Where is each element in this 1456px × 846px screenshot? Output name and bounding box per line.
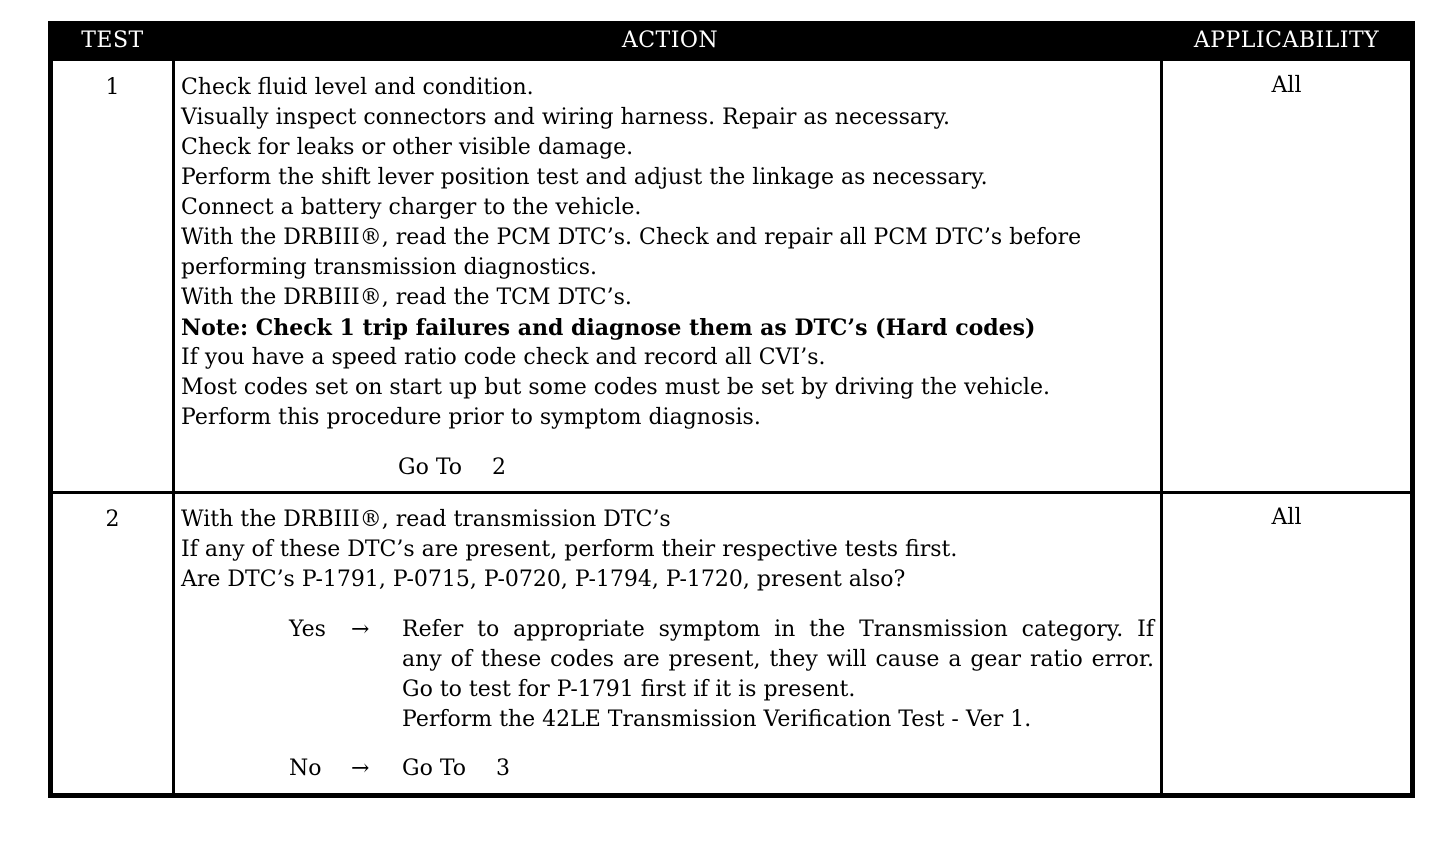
yes-label: Yes xyxy=(289,617,326,642)
test-number: 1 xyxy=(105,75,120,100)
note-line: Note: Check 1 trip failures and diagnose them as DTC’s (Hard codes) xyxy=(181,315,1036,341)
action-line: If you have a speed ratio code check and record all CVI’s. xyxy=(181,345,826,370)
test-number: 2 xyxy=(105,507,120,532)
yes-text xyxy=(402,615,1154,735)
diagnostic-table xyxy=(48,21,1415,798)
action-line: Perform the shift lever position test and adjust the linkage as necessary. xyxy=(181,165,988,190)
goto-link[interactable] xyxy=(402,754,510,784)
action-cell xyxy=(181,73,1161,433)
action-line: Check fluid level and condition. xyxy=(181,75,534,100)
goto-target: 2 xyxy=(492,455,507,480)
action-line: With the DRBIII®, read the TCM DTC’s. xyxy=(181,285,632,310)
goto-target: 3 xyxy=(496,756,511,781)
yes-line: any of these codes are present, they will cause a gear ratio error. xyxy=(402,647,1154,672)
no-label: No xyxy=(289,756,322,781)
action-line: Visually inspect connectors and wiring harness. Repair as necessary. xyxy=(181,105,951,130)
action-line: Check for leaks or other visible damage. xyxy=(181,135,634,160)
goto-label: Go To xyxy=(398,455,463,480)
applicability-value: All xyxy=(1271,73,1302,98)
action-line: With the DRBIII®, read transmission DTC’s xyxy=(181,507,671,532)
header-action: ACTION xyxy=(621,28,719,53)
header-applicability: APPLICABILITY xyxy=(1193,28,1380,53)
action-line: Are DTC’s P-1791, P-0715, P-0720, P-1794, P-1720, present also? xyxy=(181,567,906,592)
yes-line: Perform the 42LE Transmission Verification Test - Ver 1. xyxy=(402,707,1032,732)
action-line: If any of these DTC’s are present, perform their respective tests first. xyxy=(181,537,958,562)
goto-label: Go To xyxy=(402,756,467,781)
column-divider xyxy=(172,61,175,793)
goto-link[interactable] xyxy=(398,453,506,483)
action-line: Connect a battery charger to the vehicle. xyxy=(181,195,642,220)
action-line: performing transmission diagnostics. xyxy=(181,255,598,280)
yes-line: Refer to appropriate symptom in the Transmission category. If xyxy=(402,617,1154,642)
arrow-right-icon: → xyxy=(351,756,370,781)
action-cell xyxy=(181,505,1161,595)
arrow-right-icon: → xyxy=(351,617,370,642)
yes-line: Go to test for P-1791 first if it is present. xyxy=(402,677,856,702)
table-header xyxy=(53,21,1410,61)
action-line: With the DRBIII®, read the PCM DTC’s. Check and repair all PCM DTC’s before xyxy=(181,225,1082,250)
action-line: Most codes set on start up but some codes must be set by driving the vehicle. xyxy=(181,375,1050,400)
row-divider xyxy=(53,491,1410,494)
applicability-value: All xyxy=(1271,505,1302,530)
action-line: Perform this procedure prior to symptom diagnosis. xyxy=(181,405,761,430)
header-test: TEST xyxy=(81,28,144,53)
